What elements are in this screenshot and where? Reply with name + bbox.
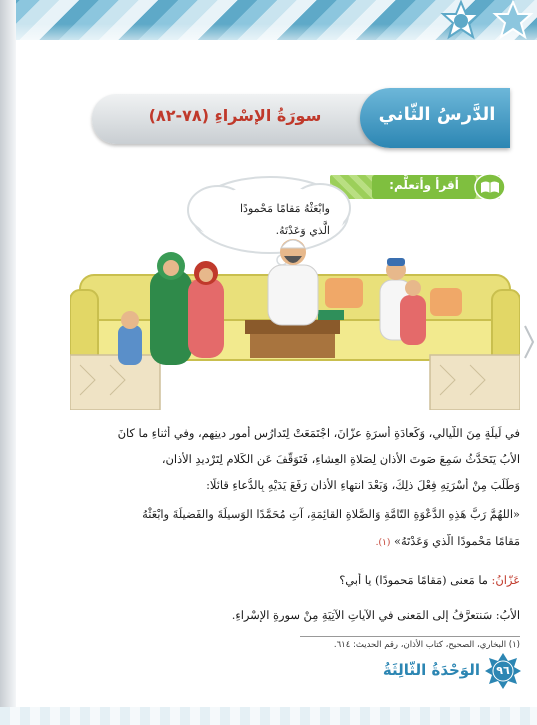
small-boy-figure xyxy=(118,311,142,365)
star-ornament-icon xyxy=(492,0,534,42)
next-page-arrow-icon[interactable] xyxy=(522,322,536,362)
dialogue-line xyxy=(30,573,520,587)
lesson-label: الدَّرسُ الثّاني xyxy=(378,104,496,125)
dialogue-text: ما مَعنى (مَقامًا مَحمودًا) يا أبي؟ xyxy=(339,573,488,587)
footnote-reference: (١). xyxy=(375,538,391,548)
prayer-line xyxy=(30,534,520,548)
star-ornament-icon xyxy=(440,0,482,42)
speaker-name: الأَبُ: xyxy=(495,608,520,622)
lesson-title: سورَةُ الإسْراءِ (٧٨-٨٢) xyxy=(148,106,322,125)
cushion xyxy=(325,278,363,308)
speech-bubble-text xyxy=(210,198,330,242)
prayer-line: «اللهُمَّ رَبَّ هَذِهِ الدَّعْوَةِ التّامَّةِ وَالصَّلاةِ القائِمَةِ، آتِ مُحَمَّدًا الوَسيلَةَ والفَضيلَةَ وابْعَثْهُ xyxy=(142,507,520,521)
page-number: ٩٦ xyxy=(496,664,510,677)
read-learn-label: أقرأ وأتعلَّم: xyxy=(389,178,459,192)
footnote: (١) البخاري، الصحيح، كتاب الأذان، رقم الحديث: ٦١٤. xyxy=(333,640,520,650)
speech-bubble-line: الَّذي وَعَدْتَهُ. xyxy=(275,224,330,237)
body-line: في لَيلَةٍ مِنَ اللَّيالي، وَكَعادَةِ أُسرَةِ عزّانَ، اجْتَمَعَتْ لِتَدارُسِ أُمورِ دينِهِم، وفي أثناءِ ما كانَ xyxy=(117,426,520,440)
cushion xyxy=(430,288,462,316)
speaker-name: عَزّانُ: xyxy=(491,573,520,587)
speech-bubble-line: وابْعَثْهُ مَقامًا مَحْمودًا xyxy=(240,202,330,215)
prayer-text: مَقامًا مَحْمودًا الَّذي وَعَدْتَهُ» xyxy=(394,534,520,548)
dialogue-text: سَنتعرَّفُ إلى المَعنى في الآياتِ الآتِيَةِ مِنْ سورةِ الإسْراءِ. xyxy=(231,608,493,622)
dialogue-line xyxy=(30,608,520,622)
mother-figure xyxy=(150,252,192,365)
body-line: الأَبُ يَتَحَدَّثُ سَمِعَ صَوتَ الأَذانِ لِصَلاةِ العِشاءِ، فَتَوَقَّفَ عَنِ الكَلامِ لِتَرْديدِ الأَذانِ، xyxy=(161,452,520,466)
bottom-decorative-band xyxy=(0,707,537,725)
footnote-divider xyxy=(300,636,520,637)
page-spine-shadow xyxy=(0,0,16,725)
unit-label: الوَحْدَةُ الثّالِثَةُ xyxy=(382,661,480,679)
body-line: وَطَلَبَ مِنْ أُسْرَتِهِ فِعْلَ ذلِكَ، وَبَعْدَ انتهاءِ الأذانِ رَفَعَ يَدَيْهِ بِالدُّعاءِ قائلًا: xyxy=(206,478,520,492)
